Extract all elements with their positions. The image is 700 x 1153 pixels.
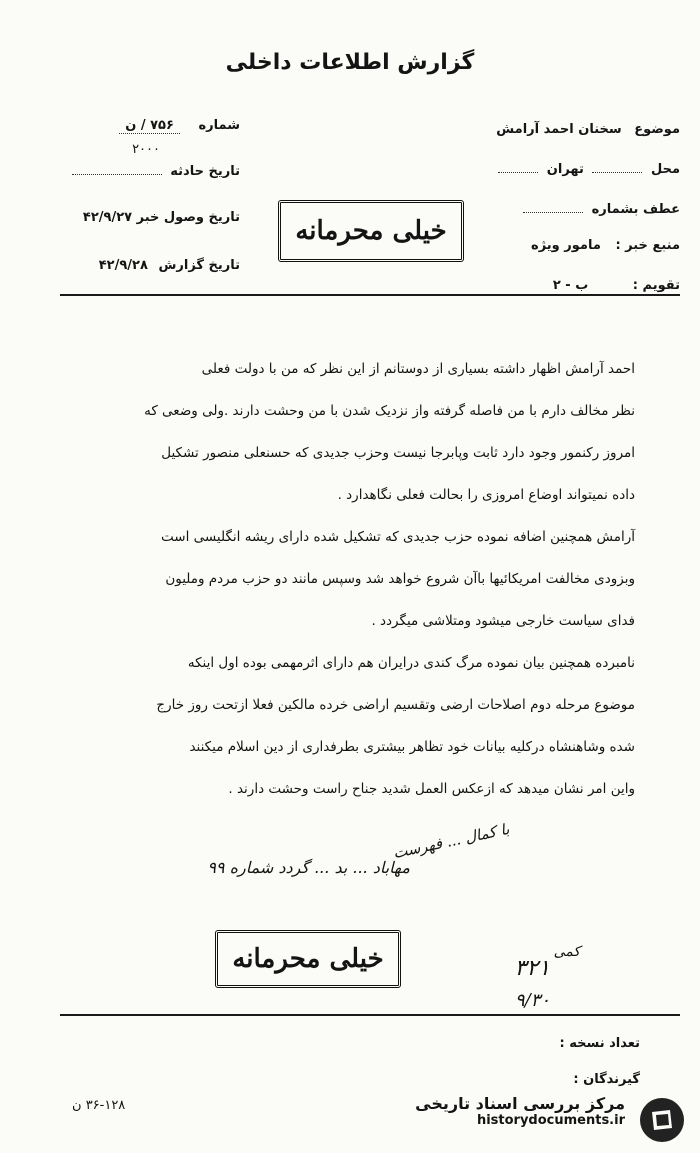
- body-line: وبزودی مخالفت امریکائیها باآن شروع خواهد شد وسپس مانند دو حزب مردم وملیون: [165, 571, 635, 587]
- recipients-label: گیرندگان :: [573, 1072, 640, 1087]
- report-date-label: تاریخ گزارش: [158, 258, 240, 273]
- number-field: [119, 118, 240, 133]
- place-label: محل: [650, 162, 680, 177]
- report-body: [55, 348, 635, 810]
- body-line: احمد آرامش اظهار داشته بسیاری از دوستانم از این نظر که من با دولت فعلی: [201, 361, 635, 377]
- subject-label: موضوع: [634, 122, 680, 137]
- receipt-date-field: [83, 210, 240, 225]
- evaluation-field: [553, 278, 680, 293]
- watermark-url: historydocuments.ir: [476, 1113, 625, 1128]
- handwritten-number: ۳۲۱: [514, 956, 550, 981]
- classification-stamp-top: خیلی محرمانه: [278, 200, 464, 262]
- receipt-date-label: تاریخ وصول خبر: [136, 210, 240, 225]
- source-value: مامور ویژه: [531, 238, 601, 253]
- evaluation-label: تقویم :: [632, 278, 680, 293]
- number-label: شماره: [198, 118, 240, 133]
- watermark: [415, 1094, 625, 1128]
- classification-stamp-bottom: خیلی محرمانه: [215, 930, 401, 988]
- form-code: ۳۶-۱۲۸ ن: [72, 1098, 126, 1113]
- place-field: [494, 162, 680, 177]
- footer-divider: [60, 1014, 680, 1016]
- body-line: امروز رکنمور وجود دارد ثابت وپابرجا نیست وحزب جدیدی که حسنعلی منصور تشکیل: [161, 445, 635, 461]
- number-sub: ۲۰۰۰: [132, 142, 160, 157]
- body-line: نظر مخالف دارم با من فاصله گرفته واز نزدیک شدن با من وحشت دارند .ولی وضعی که: [144, 403, 635, 419]
- incident-date-field: [68, 164, 240, 179]
- source-label: منبع خبر :: [615, 238, 680, 253]
- body-line: آرامش همچنین اضافه نموده حزب جدیدی که تشکیل شده دارای ریشه انگلیسی است: [161, 529, 635, 545]
- incident-date-label: تاریخ حادثه: [170, 164, 240, 179]
- report-date-field: [99, 258, 240, 273]
- subject-value: سخنان احمد آرامش: [496, 122, 622, 137]
- handwritten-note-left: مهاباد ... بد ... گردد شماره ۹۹: [207, 858, 410, 877]
- copies-label: تعداد نسخه :: [559, 1036, 640, 1051]
- place-value: تهران: [546, 162, 584, 177]
- body-line: فدای سیاست خارجی میشود ومتلاشی میگردد .: [371, 613, 635, 629]
- body-line: موضوع مرحله دوم اصلاحات ارضی وتقسیم اراضی خرده مالکین فعلا ازتحت روز خارج: [156, 697, 635, 713]
- watermark-logo-icon: [640, 1098, 684, 1142]
- watermark-name: مرکز بررسی اسناد تاریخی: [415, 1094, 625, 1113]
- body-line: شده وشاهنشاه درکلیه بیانات خود تظاهر بیشتری بطرفداری از دین اسلام میکنند: [189, 739, 635, 755]
- report-date-value: ۴۲/۹/۲۸: [98, 258, 148, 273]
- document-title: گزارش اطلاعات داخلی: [225, 50, 475, 75]
- ref-field: [519, 202, 680, 217]
- body-line: داده نمیتواند اوضاع امروزی را بحالت فعلی نگاهدارد .: [337, 487, 635, 503]
- evaluation-value: ب - ۲: [552, 278, 589, 293]
- header-divider: [60, 294, 680, 296]
- receipt-date-value: ۴۲/۹/۲۷: [82, 210, 133, 225]
- body-line: واین امر نشان میدهد که ازعکس العمل شدید جناح راست وحشت دارند .: [228, 781, 635, 797]
- ref-label: عطف بشماره: [591, 202, 680, 217]
- subject-field: [496, 122, 680, 137]
- handwritten-note-center: با کمال ... فهرست: [391, 819, 511, 863]
- handwritten-fraction: ۹/۳۰: [514, 990, 550, 1011]
- body-line: نامبرده همچنین بیان نموده مرگ کندی درایران هم دارای اثرمهمی بوده اول اینکه: [187, 655, 635, 671]
- source-field: [531, 238, 680, 253]
- number-value: ۷۵۶ / ن: [119, 118, 180, 134]
- handwritten-kami: کمی: [553, 944, 580, 960]
